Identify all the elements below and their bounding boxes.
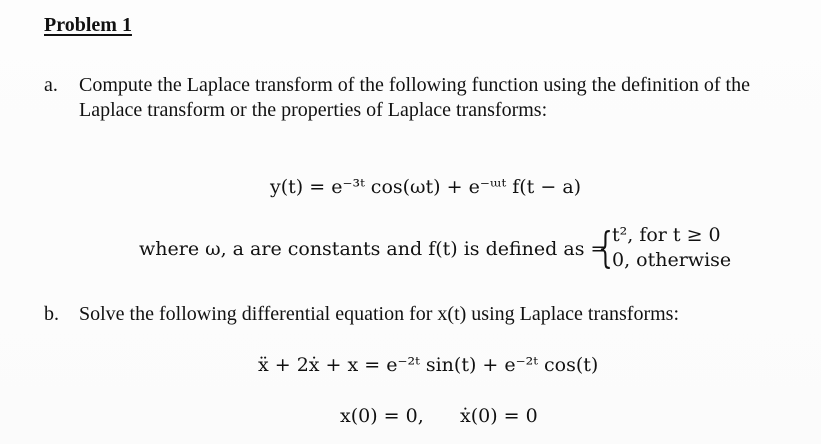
initial-conditions: x(0) = 0, ẋ(0) = 0	[340, 405, 538, 427]
piecewise-cases	[598, 224, 748, 274]
part-b-instruction: Solve the following differential equation for x(t) using Laplace transforms:	[79, 303, 680, 325]
part-b-differential-equation: ẍ + 2ẋ + x = e⁻²ᵗ sin(t) + e⁻²ᵗ cos(t)	[258, 354, 599, 376]
problem-title: Problem 1	[44, 14, 132, 36]
part-a-equation: y(t) = e⁻³ᵗ cos(ωt) + e⁻ᵚᵗ f(t − a)	[270, 176, 582, 198]
piecewise-case-1: t², for t ≥ 0	[612, 224, 721, 246]
part-b-marker: b.	[44, 303, 59, 325]
part-a-instruction-line2: Laplace transform or the properties of Laplace transforms:	[79, 99, 548, 121]
part-a-marker: a.	[44, 74, 58, 96]
piecewise-definition-text: where ω, a are constants and f(t) is defined as =	[139, 238, 607, 260]
part-a-instruction-line1: Compute the Laplace transform of the following function using the definition of the	[79, 74, 750, 96]
left-brace-icon: {	[598, 223, 613, 272]
piecewise-case-2: 0, otherwise	[612, 249, 732, 271]
